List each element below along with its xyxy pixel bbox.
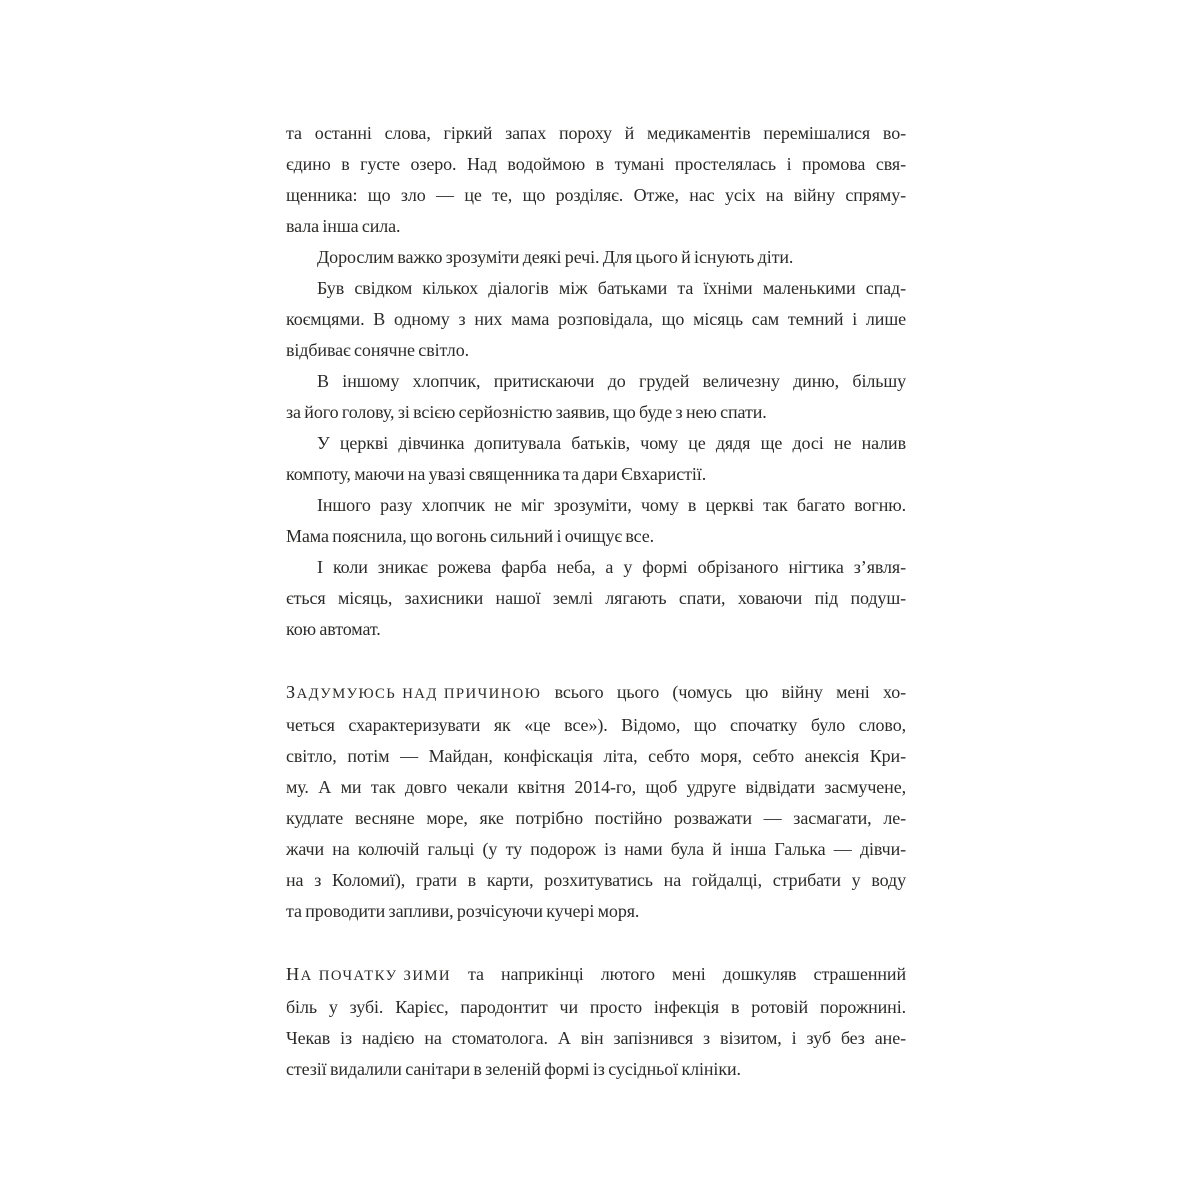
paragraph bbox=[286, 490, 906, 552]
paragraph bbox=[286, 428, 906, 490]
text-line: І коли зникає рожева фарба неба, а у формі обрізаного нігтика з’явля- bbox=[317, 557, 906, 577]
text-line: стезії видалили санітари в зеленій формі із сусідньої клініки. bbox=[286, 1059, 741, 1079]
text-line: та останні слова, гіркий запах пороху й медикаментів перемішалися во- bbox=[286, 123, 906, 143]
text-line: жачи на колючій гальці (у ту подорож із нами була й інша Галька — дівчи- bbox=[286, 839, 906, 859]
text-line: щенника: що зло — це те, що розділяє. Отже, нас усіх на війну спряму- bbox=[286, 185, 906, 205]
text-line: четься схарактеризувати як «це все»). Відомо, що спочатку було слово, bbox=[286, 715, 906, 735]
paragraph bbox=[286, 366, 906, 428]
text-line: му. А ми так довго чекали квітня 2014-го, щоб удруге відвідати засмучене, bbox=[286, 777, 906, 797]
page-text bbox=[286, 118, 906, 1085]
text-line: ється місяць, захисники нашої землі лягають спати, ховаючи під подуш- bbox=[286, 588, 906, 608]
text-line: кою автомат. bbox=[286, 619, 381, 639]
text-line: вала інша сила. bbox=[286, 216, 401, 236]
paragraph bbox=[286, 118, 906, 242]
paragraph bbox=[286, 552, 906, 645]
text-line: кудлате весняне море, яке потрібно постійно розважати — засмагати, ле- bbox=[286, 808, 906, 828]
section-lead: ЗАДУМУЮСЬ НАД ПРИЧИНОЮ bbox=[286, 682, 542, 702]
text-line: єдино в густе озеро. Над водоймою в тумані простелялась і промова свя- bbox=[286, 154, 906, 174]
text-line: світло, потім — Майдан, конфіскація літа, себто моря, себто анексія Кри- bbox=[286, 746, 906, 766]
text-line: компоту, маючи на увазі священника та дари Євхаристії. bbox=[286, 464, 707, 484]
text-line bbox=[286, 959, 906, 992]
text-line: Був свідком кількох діалогів між батьками та їхніми маленькими спад- bbox=[317, 278, 906, 298]
text-line: за його голову, зі всією серйозністю заявив, що буде з нею спати. bbox=[286, 402, 767, 422]
text-line: біль у зубі. Карієс, пародонтит чи просто інфекція в ротовій порожнині. bbox=[286, 997, 906, 1017]
paragraph bbox=[286, 677, 906, 927]
text-line: В іншому хлопчик, притискаючи до грудей величезну диню, більшу bbox=[317, 371, 906, 391]
text-line-rest: всього цього (чомусь цю війну мені хо- bbox=[554, 682, 906, 702]
section-lead: НА ПОЧАТКУ ЗИМИ bbox=[286, 964, 451, 984]
paragraph bbox=[286, 273, 906, 366]
text-line bbox=[286, 677, 906, 710]
text-line-rest: та наприкінці лютого мені дошкуляв страшенний bbox=[468, 964, 906, 984]
text-line: У церкві дівчинка допитувала батьків, чому це дядя ще досі не налив bbox=[317, 433, 906, 453]
paragraph bbox=[286, 959, 906, 1085]
paragraph bbox=[286, 242, 906, 273]
text-line: Чекав із надією на стоматолога. А він запізнився з візитом, і зуб без ане- bbox=[286, 1028, 906, 1048]
text-line: відбиває сонячне світло. bbox=[286, 340, 469, 360]
text-line: Мама пояснила, що вогонь сильний і очищує все. bbox=[286, 526, 655, 546]
text-line: на з Коломиї), грати в карти, розхитуватись на гойдалці, стрибати у воду bbox=[286, 870, 906, 890]
text-line: та проводити запливи, розчісуючи кучері моря. bbox=[286, 901, 640, 921]
text-line: коємцями. В одному з них мама розповідала, що місяць сам темний і лише bbox=[286, 309, 906, 329]
text-line: Іншого разу хлопчик не міг зрозуміти, чому в церкві так багато вогню. bbox=[317, 495, 906, 515]
text-line: Дорослим важко зрозуміти деякі речі. Для цього й існують діти. bbox=[317, 247, 794, 267]
